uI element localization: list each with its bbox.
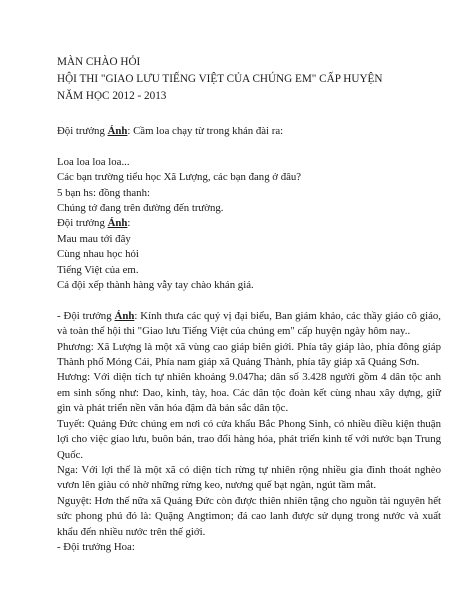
speaker-role: Đội trưởng [57, 125, 108, 137]
paragraph-closing: - Đội trưởng Hoa: [57, 540, 135, 553]
document-body [57, 124, 441, 555]
poem-line: Cùng nhau học hỏi [57, 248, 139, 261]
call-line: Loa loa loa loa... [57, 155, 130, 168]
header-contest-name: HỘI THI "GIAO LƯU TIẾNG VIỆT CỦA CHÚNG EM" CẤP HUYỆN [57, 73, 383, 85]
poem-line: Cả đội xếp thành hàng vẫy tay chào khán giả. [57, 279, 254, 292]
call-line: Chúng tớ đang trên đường đến trường. [57, 202, 224, 215]
header-school-year: NĂM HỌC 2012 - 2013 [57, 90, 167, 102]
speaker-name: Ánh [114, 309, 135, 322]
spacer [57, 293, 441, 308]
document-header [57, 54, 457, 105]
speaker-role: Đội trưởng [57, 217, 108, 230]
speech-prefix: - Đội trưởng [57, 309, 115, 322]
call-line: Các bạn trường tiểu học Xã Lượng, các bạn đang ở đâu? [57, 171, 302, 184]
paragraph-nga: Nga: Với lợi thế là một xã có diện tích rừng tự nhiên rộng nhiều gia đình thoát nghèo vươn lên giàu có nhờ những rừng keo, nương quế bạt ngàn, ngút tầm mắt. [57, 463, 441, 492]
speaker-name: Ánh [107, 125, 128, 137]
call-line: 5 bạn hs: đồng thanh: [57, 186, 150, 199]
spacer [57, 139, 441, 154]
paragraph-phuong: Phương: Xã Lượng là một xã vùng cao giáp biên giới. Phía tây giáp lào, phía đông giáp Thành phố Móng Cái, Phía nam giáp xã Quảng Thành, phía tây giáp xã Quảng Sơn. [57, 340, 441, 369]
paragraph-nguyet: Nguyệt: Hơn thế nữa xã Quảng Đức còn được thiên nhiên tặng cho nguồn tài nguyên hết sức phong phú đó là: Quặng Angtimon; đá cao lanh được sử dụng trong nước và xuất khẩu đến nhiều nước trên thế giới. [57, 494, 441, 538]
speech-text: : Kính thưa các quý vị đại biểu, Ban giám khảo, các thầy giáo cô giáo, và toàn thể hội thi "Giao lưu Tiếng Việt của chúng em" cấp huyện ngày hôm nay.. [57, 309, 442, 338]
speaker-name: Ánh [107, 217, 128, 230]
stage-direction: : Cầm loa chạy từ trong khán đài ra: [127, 125, 284, 137]
welcome-speech [57, 309, 441, 340]
poem-line: Mau mau tới đây [57, 232, 131, 245]
poem-line: Tiếng Việt của em. [57, 263, 139, 276]
intro-line [57, 124, 441, 139]
paragraph-tuyet: Tuyết: Quảng Đức chúng em nơi có cửa khẩu Bắc Phong Sinh, có nhiều điều kiện thuận lợi cho việc giao lưu, buôn bán, trao đổi hàng hóa, phát triển kinh tế với nước bạn Trung Quốc. [57, 417, 441, 461]
paragraph-huong: Hương: Với diện tích tự nhiên khoảng 9.047ha; dân số 3.428 người gồm 4 dân tộc anh em sinh sống như: Dao, kinh, tày, hoa. Các dân tộc đoàn kết cùng nhau xây dựng, giữ gìn và phát triển nền văn hóa đậm đà bản sắc dân tộc. [57, 371, 441, 415]
speaker-colon: : [127, 217, 131, 230]
leader-line [57, 216, 441, 231]
header-title: MÀN CHÀO HỎI [57, 56, 141, 68]
